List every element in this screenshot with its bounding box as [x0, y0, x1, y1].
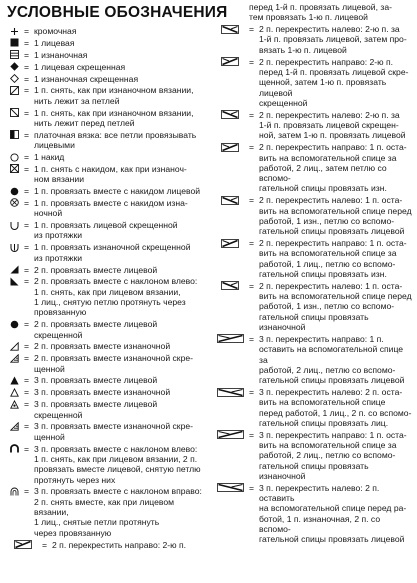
equals-sign: = [24, 486, 30, 497]
equals-sign: = [24, 186, 30, 197]
filled-square-icon [6, 38, 22, 48]
legend-description: кромочная [34, 26, 77, 36]
legend-entry [213, 238, 413, 279]
legend-entry [213, 24, 413, 55]
legend-continuation: перед 1-й п. провязать лицевой, за- тем провязать 1-ю п. лицевой [249, 2, 392, 23]
legend-entry [6, 26, 206, 36]
half-square-icon [6, 130, 22, 140]
equals-sign: = [24, 220, 30, 231]
dotted-triangle-icon [6, 399, 22, 409]
legend-entry [6, 242, 206, 263]
plus-icon [6, 26, 22, 36]
legend-description: 2 п. провязать вместе с наклоном влево: 1 п. снять, как при лицевом вязании, 1 лиц., снятую петлю протянуть через провязанную [34, 276, 198, 318]
legend-entry [6, 62, 206, 72]
equals-sign: = [24, 49, 30, 60]
legend-entry [213, 483, 413, 545]
legend-description: 1 п. провязать вместе с накидом лицевой [34, 186, 201, 197]
filled-arch-icon [6, 444, 22, 454]
equals-sign: = [24, 353, 30, 364]
legend-entry [6, 375, 206, 385]
equals-sign: = [24, 276, 30, 287]
legend-entry [6, 486, 206, 537]
equals-sign: = [24, 375, 30, 386]
legend-entry [6, 421, 206, 442]
equals-sign: = [249, 195, 255, 206]
slash-square-icon [6, 85, 22, 95]
cable-right-3-icon [213, 334, 247, 344]
legend-entry [6, 276, 206, 317]
striped-square-icon [6, 50, 22, 60]
legend-description: 3 п. перекрестить налево: 2 п. оста- вить на вспомогательной спице перед работой, 1 лиц., 2 п. со вспомо- гательной спицы провязать лиц. [259, 387, 412, 428]
circle-x-icon [6, 198, 22, 208]
legend-entry [6, 198, 206, 219]
legend-description: 2 п. провязать вместе лицевой скрещенной [34, 319, 158, 340]
equals-sign: = [24, 129, 30, 140]
legend-entry [213, 142, 413, 193]
legend-description: 2 п. перекрестить налево: 2-ю п. за 1-й п. провязать лицевой скрещен- ной, затем 1-ю п. провязать лицевой [259, 109, 406, 141]
equals-sign: = [24, 387, 30, 398]
legend-column-left [6, 26, 206, 551]
left-triangle-icon [6, 276, 22, 286]
filled-diamond-icon [6, 62, 22, 72]
legend-entry [213, 387, 413, 428]
legend-entry [6, 319, 206, 340]
legend-description: 1 п. провязать вместе с накидом изна- ночной [34, 197, 188, 219]
legend-entry [6, 186, 206, 196]
equals-sign: = [24, 163, 30, 174]
legend-entry [6, 108, 206, 129]
striped-triangle-icon [6, 421, 22, 431]
equals-sign: = [24, 73, 30, 84]
equals-sign: = [24, 341, 30, 352]
equals-sign: = [24, 264, 30, 275]
equals-sign: = [24, 421, 30, 432]
legend-description: 1 накид [34, 152, 65, 163]
equals-sign: = [24, 61, 30, 72]
legend-description: 3 п. провязать вместе с наклоном влево: 1 п. снять, как при лицевом вязании, 2 п. провязать вместе лицевой, снятую петлю протянуть через них [34, 443, 201, 485]
legend-entry [6, 341, 206, 351]
legend-description: 1 изнаночная [34, 49, 88, 60]
equals-sign: = [24, 242, 30, 253]
backslash-square-icon [6, 108, 22, 118]
striped-triangle-icon [6, 353, 22, 363]
legend-description: 1 п. снять, как при изнаночном вязании, нить лежит перед петлей [34, 107, 194, 128]
filled-circle-icon [6, 319, 22, 329]
filled-triangle-icon [6, 375, 22, 385]
equals-sign: = [24, 197, 30, 208]
legend-entry [213, 195, 413, 236]
cable-left-2-icon [213, 195, 247, 205]
cross-square-icon [6, 164, 22, 174]
legend-entry [6, 444, 206, 485]
legend-description: 1 п. провязать изнаночной скрещенной из протяжки [34, 242, 191, 263]
legend-entry [213, 430, 413, 481]
cable-left-2b-icon [213, 281, 247, 291]
equals-sign: = [249, 56, 255, 67]
legend-entry [6, 74, 206, 84]
open-triangle-icon [6, 387, 22, 397]
legend-entry [6, 130, 206, 151]
equals-sign: = [42, 539, 48, 550]
open-right-triangle-icon [6, 341, 22, 351]
equals-sign: = [249, 142, 255, 153]
legend-description: 3 п. перекрестить направо: 1 п. оставить на вспомогательной спице за работой, 2 лиц., петлю со вспомо- гательной спицы провязать лицевой [259, 333, 405, 386]
legend-entry [6, 38, 206, 48]
equals-sign: = [249, 429, 255, 440]
legend-description: 1 п. провязать лицевой скрещенной из протяжки [34, 220, 178, 241]
legend-description: 3 п. провязать вместе лицевой скрещенной [34, 399, 158, 420]
legend-description: 2 п. перекрестить направо: 1 п. оста- вить на вспомогательной спице за работой, 2 лиц., затем петлю со вспомо- гательной спицы провязать изн. [259, 142, 407, 194]
equals-sign: = [249, 387, 255, 398]
legend-description: 1 п. снять, как при изнаночном вязании, нить лежит за петлей [34, 85, 194, 106]
legend-description: 1 изнаночная скрещенная [34, 73, 139, 84]
legend-entry [213, 334, 413, 385]
equals-sign: = [24, 37, 30, 48]
legend-description: 2 п. перекрестить направо: 2-ю п. перед 1-й п. провязать лицевой скре- щенной, затем 1-ю п. провязать лицевой скрещенной [259, 56, 409, 108]
equals-sign: = [24, 152, 30, 163]
cable-right-2b-icon [213, 238, 247, 248]
cable-right-2-icon [213, 142, 247, 152]
equals-sign: = [24, 319, 30, 330]
legend-description: 1 лицевая скрещенная [34, 61, 126, 72]
legend-description: 3 п. провязать вместе с наклоном вправо: 2 п. снять вместе, как при лицевом вязании, 1 лиц., снятые петли протянуть через провязанную [34, 486, 202, 538]
legend-entry [6, 399, 206, 420]
legend-entry [6, 220, 206, 241]
cable-left-3-icon [213, 387, 247, 397]
legend-entry [213, 281, 413, 332]
equals-sign: = [249, 238, 255, 249]
cross-right-2-icon [6, 540, 40, 550]
equals-sign: = [24, 85, 30, 96]
cable-right-3b-icon [213, 430, 247, 440]
legend-description: 3 п. провязать вместе лицевой [34, 375, 158, 386]
right-triangle-icon [6, 265, 22, 275]
open-arch-icon [6, 486, 22, 496]
legend-entry [6, 353, 206, 374]
cable-left-3b-icon [213, 483, 247, 493]
legend-description: 2 п. перекрестить налево: 1 п. оста- вить на вспомогательной спице перед работой, 1 изн., петлю со вспомо- гательной спицы провязать лицевой [259, 195, 412, 237]
cup-icon [6, 220, 22, 230]
equals-sign: = [249, 333, 255, 344]
equals-sign: = [249, 482, 255, 493]
legend-description: 3 п. перекрестить налево: 2 п. оставить на вспомогательной спице перед ра- ботой, 1 п. изнаночная, 2 п. со вспомо- гательной спицы провязать лицевой [259, 482, 407, 545]
legend-entry [6, 387, 206, 397]
filled-circle-icon [6, 186, 22, 196]
legend-description: 3 п. перекрестить направо: 1 п. оста- вить на вспомогательной спице за работой, 2 лиц., петлю со вспомо- гательной спицы провязать изнаночной [259, 429, 407, 481]
legend-entry [213, 110, 413, 141]
open-diamond-icon [6, 74, 22, 84]
equals-sign: = [24, 443, 30, 454]
legend-description: платочная вязка: все петли провязывать лицевыми [34, 129, 197, 151]
circle-icon [6, 152, 22, 162]
cross-left-2-twist-icon [213, 110, 247, 120]
legend-entry [213, 57, 413, 108]
equals-sign: = [24, 107, 30, 118]
equals-sign: = [24, 399, 30, 410]
cross-left-2-icon [213, 24, 247, 34]
legend-column-right [213, 2, 413, 546]
legend-description: 2 п. перекрестить налево: 1 п. оста- вить на вспомогательной спице перед работой, 1 изн., петлю со вспомо- гательной спицы провязать изнаночной [259, 280, 412, 333]
cross-right-2-twist-icon [213, 57, 247, 67]
legend-description: 2 п. перекрестить направо: 2-ю п. [52, 539, 187, 550]
equals-sign: = [249, 109, 255, 120]
legend-entry [6, 152, 206, 162]
legend-entry [6, 540, 206, 550]
page-title: УСЛОВНЫЕ ОБОЗНАЧЕНИЯ [7, 4, 228, 21]
legend-entry [6, 85, 206, 106]
legend-description: 1 п. снять с накидом, как при изнаноч- ном вязании [34, 163, 187, 185]
equals-sign: = [249, 280, 255, 291]
equals-sign: = [24, 26, 30, 36]
legend-description: 2 п. перекрестить направо: 1 п. оста- вить на вспомогательной спице за работой, 1 лиц., петлю со вспомо- гательной спицы провязать изн. [259, 238, 407, 279]
equals-sign: = [249, 24, 255, 35]
legend-description: 2 п. провязать вместе изнаночной скре- щенной [34, 353, 193, 374]
legend-description: 1 лицевая [34, 37, 75, 48]
legend-entry [6, 265, 206, 275]
legend-description: 3 п. провязать вместе изнаночной скре- щенной [34, 421, 193, 442]
legend-description: 3 п. провязать вместе изнаночной [34, 387, 171, 398]
legend-entry [6, 50, 206, 60]
trident-icon [6, 242, 22, 252]
legend-description: 2 п. перекрестить налево: 2-ю п. за 1-й п. провязать лицевой, затем про- вязать 1-ю п. лицевой [259, 24, 407, 55]
legend-entry [6, 164, 206, 185]
legend-description: 2 п. провязать вместе лицевой [34, 264, 158, 275]
legend-description: 2 п. провязать вместе изнаночной [34, 341, 171, 352]
